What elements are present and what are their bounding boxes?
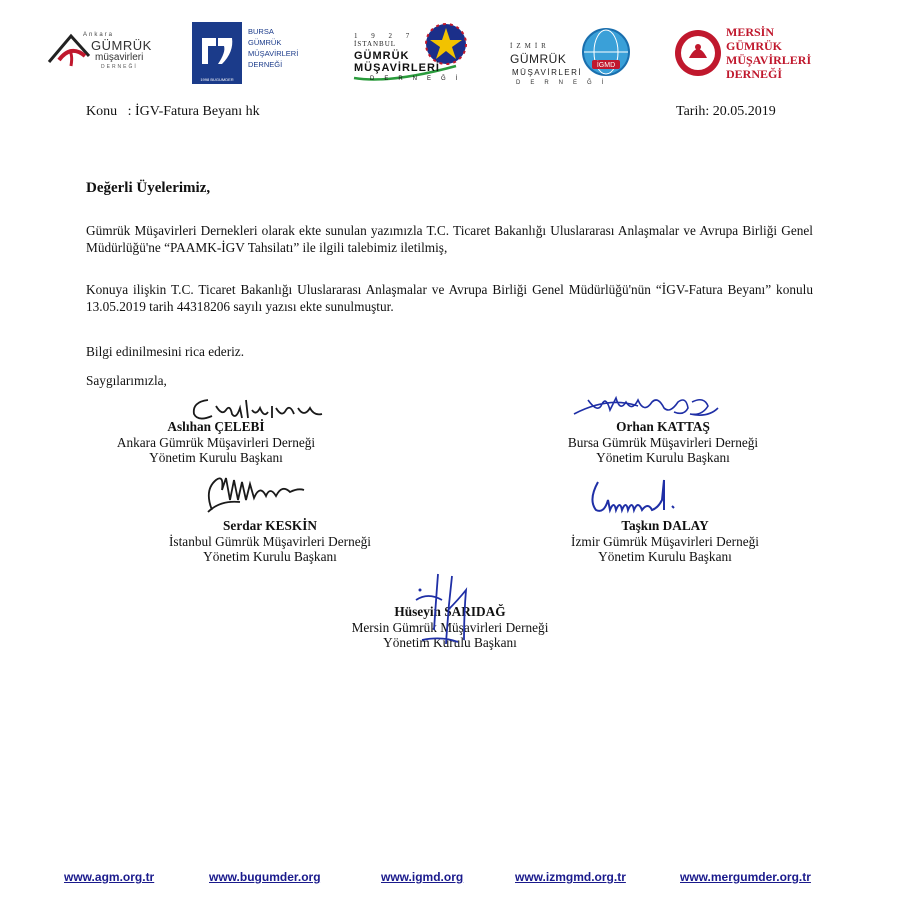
bursa-emblem (192, 22, 242, 84)
bursa-line-1: BURSA (248, 27, 274, 36)
handwritten-signature-bursa (568, 392, 728, 424)
izmir-badge-text: İGMD (596, 62, 616, 69)
mersin-line-1: MERSİN (726, 25, 775, 39)
footer-link-bugumder[interactable]: www.bugumder.org (209, 870, 321, 884)
handwritten-signature-izmir (582, 470, 702, 518)
signatory-name-istanbul: Serdar KESKİN (223, 518, 317, 533)
mersin-line-3: MÜŞAVİRLERİ (726, 53, 812, 67)
agm-bottom: DERNEĞİ (101, 64, 138, 70)
date-line: Tarih: 20.05.2019 (676, 104, 776, 119)
mersin-line-4: DERNEĞİ (726, 67, 783, 81)
izmir-city: İZMİR (510, 42, 550, 50)
footer-link-izmgmd[interactable]: www.izmgmd.org.tr (515, 870, 626, 884)
izmir-globe-emblem-icon (580, 26, 632, 78)
subject-line: Konu : İGV-Fatura Beyanı hk (86, 104, 260, 119)
signatory-title-mersin: Yönetim Kurulu Başkanı (383, 635, 517, 650)
ankara-association-logo (45, 26, 185, 76)
signatory-name-izmir: Taşkın DALAY (621, 518, 709, 533)
signatory-org-istanbul: İstanbul Gümrük Müşavirleri Derneği (169, 533, 371, 549)
bursa-association-logo (192, 22, 302, 84)
agm-sub: müşavirleri (95, 52, 144, 63)
izmir-association-logo (508, 26, 633, 88)
signatory-title-bursa: Yönetim Kurulu Başkanı (596, 450, 730, 465)
footer-link-mergumder[interactable]: www.mergumder.org.tr (680, 870, 811, 884)
signatory-org-bursa: Bursa Gümrük Müşavirleri Derneği (567, 434, 759, 450)
signatory-title-ankara: Yönetim Kurulu Başkanı (149, 450, 283, 465)
greeting: Değerli Üyelerimiz, (86, 180, 211, 196)
paragraph-1: Gümrük Müşavirleri Dernekleri olarak ekte sunulan yazımızla T.C. Ticaret Bakanlığı Uluslararası Anlaşmalar ve Avrupa Birliği Genel Müdürlüğü'ne “PAAMK-İGV Tahsilatı” ile ilgili talebimiz iletilmiş, (86, 223, 813, 255)
izmir-line-1: GÜMRÜK (510, 52, 567, 66)
izmir-line-2: MÜŞAVİRLERİ (512, 68, 583, 77)
izmir-line-3: DERNEĞİ (516, 80, 614, 86)
handwritten-signature-istanbul (200, 470, 310, 518)
signatory-title-izmir: Yönetim Kurulu Başkanı (598, 549, 732, 564)
mersin-seal-icon (673, 20, 725, 86)
signatory-name-mersin: Hüseyin SARIDAĞ (394, 604, 506, 619)
signatory-org-ankara: Ankara Gümrük Müşavirleri Derneği (116, 434, 316, 450)
istanbul-line-2: MÜŞAVİRLERİ (354, 62, 440, 74)
bursa-year: 1998 BUGUMDER (200, 77, 234, 82)
signature-block-mersin (300, 574, 600, 651)
footer-link-agm[interactable]: www.agm.org.tr (64, 870, 155, 884)
istanbul-association-logo (350, 22, 475, 88)
paragraph-3: Bilgi edinilmesini rica ederiz. (86, 344, 245, 359)
istanbul-line-3: DERNEĞİ (370, 76, 468, 82)
signature-block-bursa (518, 392, 808, 466)
signatory-name-bursa: Orhan KATTAŞ (616, 419, 710, 434)
bursa-line-2: GÜMRÜK (248, 38, 282, 47)
signatory-org-mersin: Mersin Gümrük Müşavirleri Derneği (351, 619, 549, 635)
logo-bar (0, 0, 900, 100)
handwritten-signature-ankara (186, 392, 336, 426)
agm-top-text: Ankara (83, 32, 115, 38)
closing: Saygılarımızla, (86, 373, 167, 388)
istanbul-line-1: GÜMRÜK (354, 50, 410, 62)
mersin-line-2: GÜMRÜK (726, 39, 782, 53)
agm-name: GÜMRÜK (91, 38, 152, 53)
bursa-line-3: MÜŞAVİRLERİ (248, 49, 299, 58)
signature-block-izmir (520, 470, 810, 565)
paragraph-2: Konuya ilişkin T.C. Ticaret Bakanlığı Uluslararası Anlaşmalar ve Avrupa Birliği Genel Müdürlüğü'nün “İGV-Fatura Beyanı” konulu 13.05.2019 tarih 44318206 sayılı yazısı ekte sunulmuştur. (86, 282, 813, 314)
signatory-org-izmir: İzmir Gümrük Müşavirleri Derneği (571, 533, 759, 549)
bursa-line-4: DERNEĞİ (248, 60, 283, 69)
signatory-title-istanbul: Yönetim Kurulu Başkanı (203, 549, 337, 564)
signature-block-istanbul (120, 470, 420, 565)
bursa-emblem-icon (192, 26, 242, 76)
handwritten-signature-mersin (408, 570, 488, 650)
mersin-association-logo (673, 20, 823, 92)
istanbul-city: İSTANBUL (354, 40, 397, 48)
signatory-name-ankara: Aslıhan ÇELEBİ (167, 419, 265, 434)
istanbul-year: 1 9 2 7 (354, 32, 416, 40)
signature-block-ankara (86, 392, 346, 466)
footer-link-igmd[interactable]: www.igmd.org (381, 870, 464, 884)
